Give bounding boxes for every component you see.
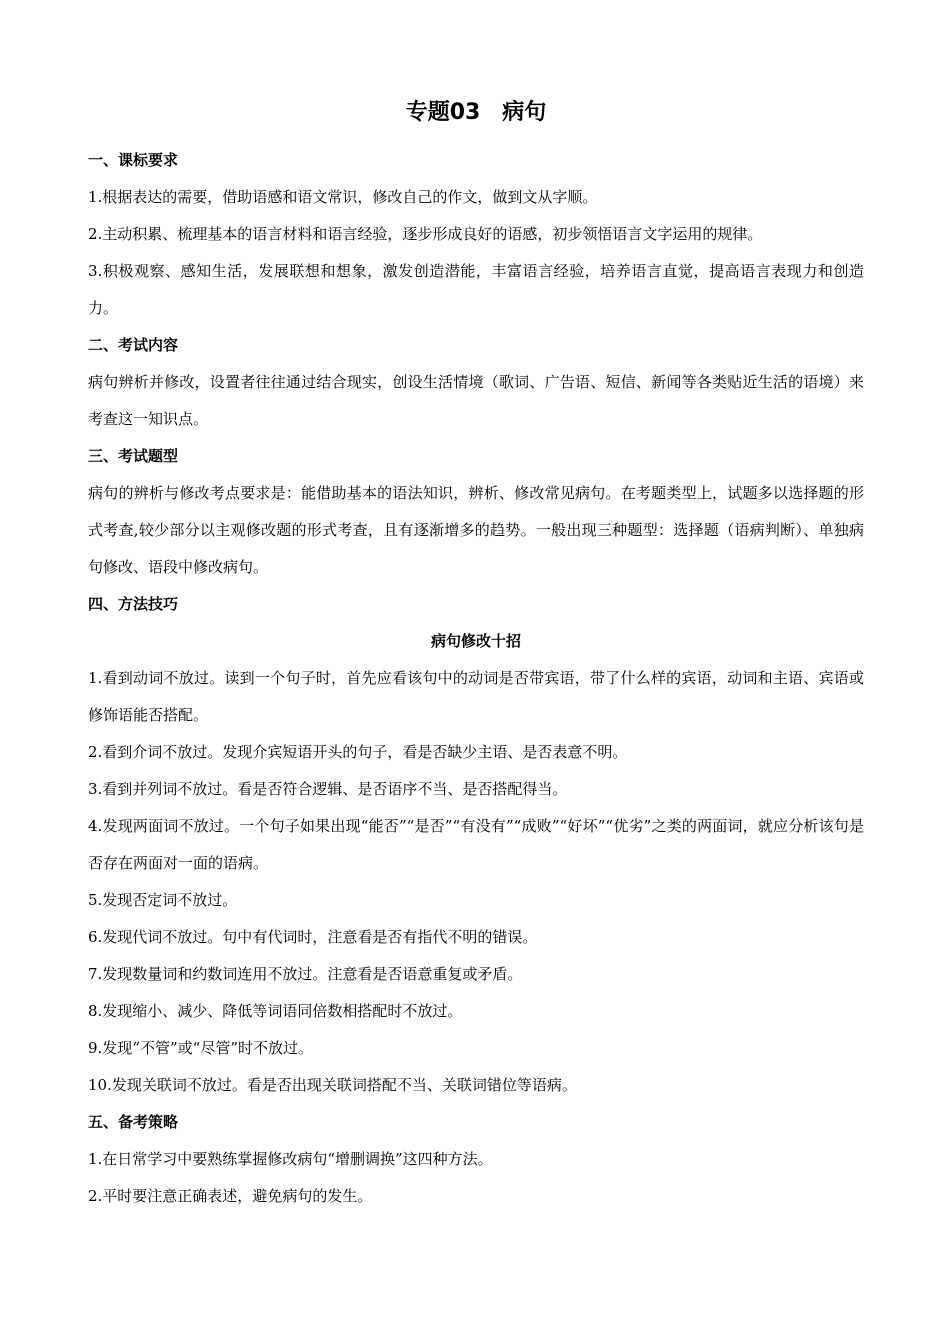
list-item: 8.发现缩小、减少、降低等词语同倍数相搭配时不放过。 (88, 1002, 463, 1020)
section-heading: 一、课标要求 (88, 151, 179, 169)
list-item: 4.发现两面词不放过。一个句子如果出现“能否”“是否”“有没有”“成败”“好坏”“优劣”之类的两面词，就应分析该句是否存在两面对一面的语病。 (88, 817, 864, 872)
section-subheading: 病句修改十招 (430, 632, 521, 650)
list-item: 2.看到介词不放过。发现介宾短语开头的句子，看是否缺少主语、是否表意不明。 (88, 743, 628, 761)
section-methods-techniques (88, 586, 864, 1104)
section-exam-strategy (88, 1104, 864, 1215)
paragraph: 1.在日常学习中要熟练掌握修改病句“增删调换”这四种方法。 (88, 1150, 493, 1168)
list-item: 6.发现代词不放过。句中有代词时，注意看是否有指代不明的错误。 (88, 928, 538, 946)
list-item: 1.看到动词不放过。读到一个句子时，首先应看该句中的动词是否带宾语，带了什么样的宾语，动词和主语、宾语或修饰语能否搭配。 (88, 669, 864, 724)
page-title: 专题03 病句 (405, 100, 547, 125)
section-heading: 四、方法技巧 (88, 595, 179, 613)
section-heading: 三、考试题型 (88, 447, 179, 465)
paragraph: 1.根据表达的需要，借助语感和语文常识，修改自己的作文，做到文从字顺。 (88, 188, 598, 206)
list-item: 5.发现否定词不放过。 (88, 891, 238, 909)
list-item: 10.发现关联词不放过。看是否出现关联词搭配不当、关联词错位等语病。 (88, 1076, 577, 1094)
paragraph: 3.积极观察、感知生活，发展联想和想象，激发创造潜能，丰富语言经验，培养语言直觉，提高语言表现力和创造力。 (88, 262, 864, 317)
section-heading: 五、备考策略 (88, 1113, 179, 1131)
list-item: 7.发现数量词和约数词连用不放过。注意看是否语意重复或矛盾。 (88, 965, 523, 983)
paragraph: 病句辨析并修改，设置者往往通过结合现实，创设生活情境（歌词、广告语、短信、新闻等各类贴近生活的语境）来考查这一知识点。 (88, 373, 864, 428)
section-question-types (88, 438, 864, 586)
section-heading: 二、考试内容 (88, 336, 179, 354)
section-curriculum-requirements (88, 142, 864, 327)
section-exam-content (88, 327, 864, 438)
paragraph: 2.平时要注意正确表述，避免病句的发生。 (88, 1187, 373, 1205)
list-item: 3.看到并列词不放过。看是否符合逻辑、是否语序不当、是否搭配得当。 (88, 780, 568, 798)
list-item: 9.发现“不管”或“尽管”时不放过。 (88, 1039, 313, 1057)
paragraph: 病句的辨析与修改考点要求是：能借助基本的语法知识，辨析、修改常见病句。在考题类型上，试题多以选择题的形式考查,较少部分以主观修改题的形式考查，且有逐渐增多的趋势。一般出现三种题型：选择题（语病判断）、单独病句修改、语段中修改病句。 (88, 484, 864, 576)
paragraph: 2.主动积累、梳理基本的语言材料和语言经验，逐步形成良好的语感，初步领悟语言文字运用的规律。 (88, 225, 763, 243)
